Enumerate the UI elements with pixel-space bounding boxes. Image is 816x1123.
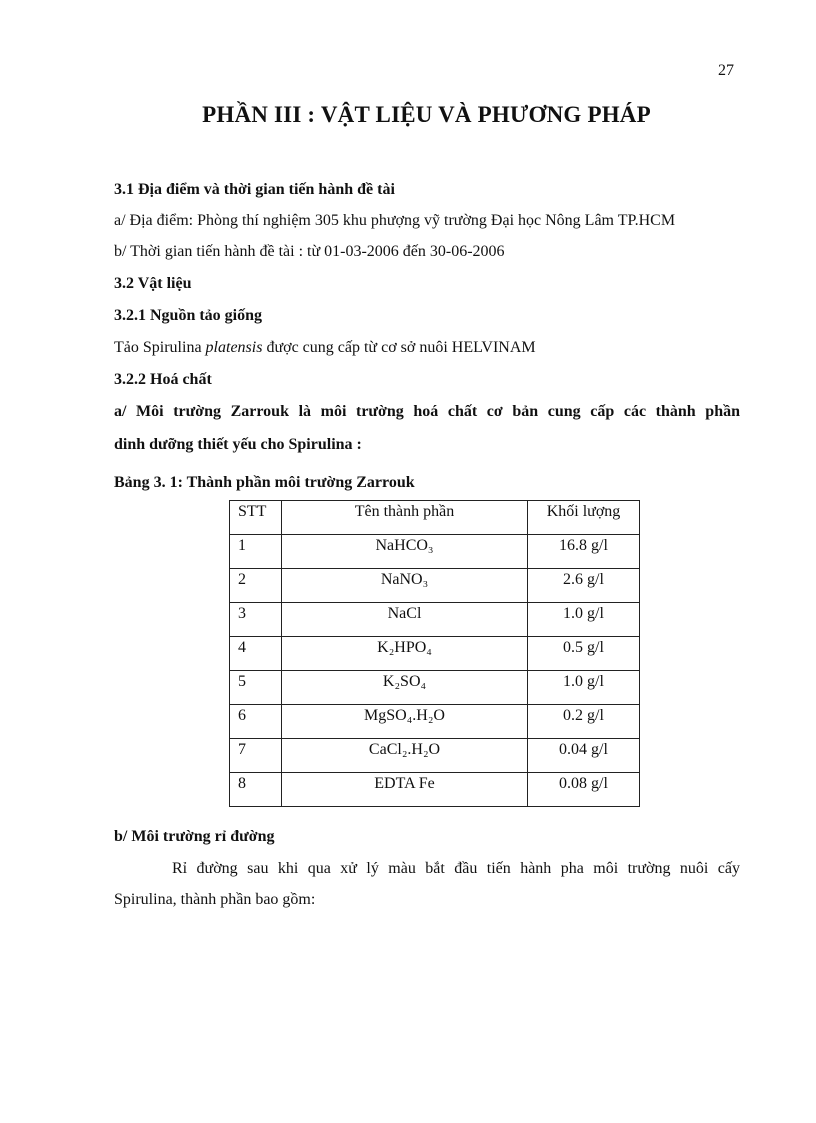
row-component: K₂SO₄ <box>282 671 528 705</box>
section-3-2-heading: 3.2 Vật liệu <box>114 275 192 292</box>
molasses-para-line-1: Rỉ đường sau khi qua xử lý màu bắt đầu tiến hành pha môi trường nuôi cấy <box>172 860 740 877</box>
table-header-row <box>230 501 640 535</box>
row-component: K₂HPO₄ <box>282 637 528 671</box>
row-stt: 7 <box>230 739 282 773</box>
row-mass: 0.04 g/l <box>528 739 640 773</box>
table-row <box>230 773 640 807</box>
time-line: b/ Thời gian tiến hành đề tài : từ 01-03-2006 đến 30-06-2006 <box>114 243 505 260</box>
page-number: 27 <box>718 62 734 79</box>
table-row <box>230 637 640 671</box>
row-mass: 16.8 g/l <box>528 535 640 569</box>
zarrouk-table <box>229 500 640 807</box>
header-component: Tên thành phần <box>282 501 528 535</box>
table-row <box>230 671 640 705</box>
row-component: NaHCO₃ <box>282 535 528 569</box>
row-component: NaNO₃ <box>282 569 528 603</box>
table-caption: Bảng 3. 1: Thành phần môi trường Zarrouk <box>114 474 415 491</box>
row-component: CaCl₂.H₂O <box>282 739 528 773</box>
header-stt: STT <box>230 501 282 535</box>
table-row <box>230 705 640 739</box>
row-stt: 3 <box>230 603 282 637</box>
row-mass: 0.2 g/l <box>528 705 640 739</box>
section-b-heading: b/ Môi trường rỉ đường <box>114 828 275 845</box>
table-row <box>230 739 640 773</box>
row-component: NaCl <box>282 603 528 637</box>
row-stt: 4 <box>230 637 282 671</box>
species-name: platensis <box>205 339 263 356</box>
row-component: EDTA Fe <box>282 773 528 807</box>
row-mass: 2.6 g/l <box>528 569 640 603</box>
row-stt: 6 <box>230 705 282 739</box>
location-line: a/ Địa điểm: Phòng thí nghiệm 305 khu phượng vỹ trường Đại học Nông Lâm TP.HCM <box>114 212 676 229</box>
section-3-2-2-heading: 3.2.2 Hoá chất <box>114 371 212 388</box>
section-3-1-heading: 3.1 Địa điểm và thời gian tiến hành đề tài <box>114 181 395 198</box>
row-stt: 1 <box>230 535 282 569</box>
seed-source-text-before: Tảo Spirulina <box>114 339 206 356</box>
row-stt: 5 <box>230 671 282 705</box>
row-stt: 2 <box>230 569 282 603</box>
molasses-para-line-2: Spirulina, thành phần bao gồm: <box>114 891 316 908</box>
seed-source-text-after: được cung cấp từ cơ sở nuôi HELVINAM <box>262 339 536 356</box>
row-stt: 8 <box>230 773 282 807</box>
section-3-2-1-heading: 3.2.1 Nguồn tảo giống <box>114 307 263 324</box>
zarrouk-intro-line-2: dinh dưỡng thiết yếu cho Spirulina : <box>114 436 362 453</box>
page-title: PHẦN III : VẬT LIỆU VÀ PHƯƠNG PHÁP <box>202 102 651 127</box>
row-mass: 1.0 g/l <box>528 671 640 705</box>
header-mass: Khối lượng <box>528 501 640 535</box>
seed-source-line <box>114 339 536 357</box>
row-component: MgSO₄.H₂O <box>282 705 528 739</box>
row-mass: 1.0 g/l <box>528 603 640 637</box>
table-row <box>230 603 640 637</box>
row-mass: 0.08 g/l <box>528 773 640 807</box>
zarrouk-intro-line-1: a/ Môi trường Zarrouk là môi trường hoá chất cơ bản cung cấp các thành phần <box>114 403 740 420</box>
row-mass: 0.5 g/l <box>528 637 640 671</box>
table-row <box>230 535 640 569</box>
table-row <box>230 569 640 603</box>
